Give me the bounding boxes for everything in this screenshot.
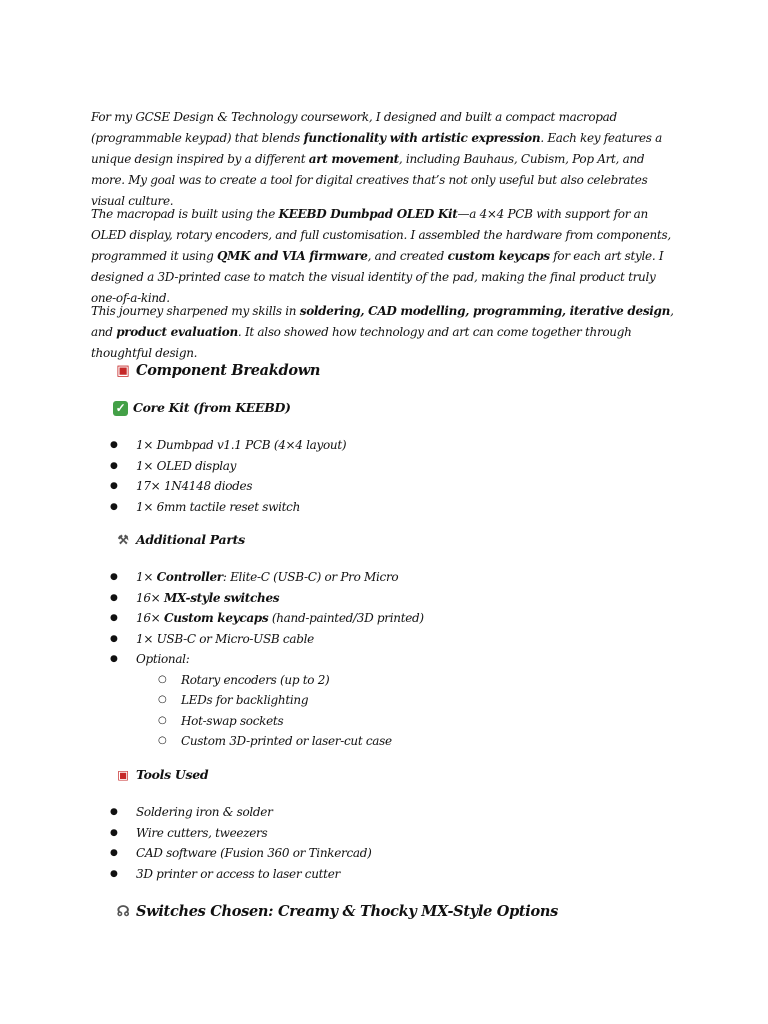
toolbox-icon: ▣ [116, 362, 130, 379]
list-item: ● 1× USB-C or Micro-USB cable [110, 629, 424, 650]
list-item: ● 1× Controller: Elite-C (USB-C) or Pro Micro [110, 567, 424, 588]
list-item: ● Optional: ○ Rotary encoders (up to 2) ○ LEDs for backlighting ○ Hot-swap sockets ○ Custom 3D-printed or laser-cut case [110, 649, 424, 752]
heading-additional-parts: ⚒ Additional Parts [113, 532, 245, 547]
list-item: ● Wire cutters, tweezers [110, 823, 372, 844]
sublist-item: ○ LEDs for backlighting [136, 690, 424, 711]
sublist-item: ○ Hot-swap sockets [136, 711, 424, 732]
intro-paragraph-3: This journey sharpened my skills in soldering, CAD modelling, programming, iterative design, and product evaluation. It also showed how technology and art can come together through thoughtful design. [91, 304, 674, 360]
list-item: ● CAD software (Fusion 360 or Tinkercad) [110, 843, 372, 864]
list-item: ● 1× OLED display [110, 456, 346, 477]
tools-icon: ⚒ [117, 532, 129, 547]
tools-used-list [110, 802, 372, 884]
toolbox-icon: ▣ [117, 767, 129, 782]
list-item: ● Soldering iron & solder [110, 802, 372, 823]
additional-parts-list [110, 567, 424, 752]
intro-paragraph-1: For my GCSE Design & Technology coursework, I designed and built a compact macropad (programmable keypad) that blends functionality with artistic expression. Each key features a unique design inspired by a different art movement, including Bauhaus, Cubism, Pop Art, and more. My goal was to create a tool for digital creatives that’s not only useful but also celebrates visual culture. [91, 110, 662, 208]
optional-sublist [136, 670, 424, 752]
heading-core-kit: ✓ Core Kit (from KEEBD) [113, 400, 291, 416]
heading-switches-chosen: ☊ Switches Chosen: Creamy & Thocky MX-Style Options [113, 903, 558, 920]
list-item: ● 16× Custom keycaps (hand-painted/3D printed) [110, 608, 424, 629]
list-item: ● 1× Dumbpad v1.1 PCB (4×4 layout) [110, 435, 346, 456]
sublist-item: ○ Rotary encoders (up to 2) [136, 670, 424, 691]
list-item: ● 16× MX-style switches [110, 588, 424, 609]
heading-tools-used: ▣ Tools Used [113, 767, 208, 782]
headphones-icon: ☊ [116, 903, 130, 920]
list-item: ● 1× 6mm tactile reset switch [110, 497, 346, 518]
sublist-item: ○ Custom 3D-printed or laser-cut case [136, 731, 424, 752]
heading-component-breakdown: ▣ Component Breakdown [113, 362, 320, 379]
list-item: ● 3D printer or access to laser cutter [110, 864, 372, 885]
core-kit-list [110, 435, 346, 517]
check-icon: ✓ [113, 401, 128, 416]
intro-paragraph-2: The macropad is built using the KEEBD Dumbpad OLED Kit—a 4×4 PCB with support for an OLED display, rotary encoders, and full customisation. I assembled the hardware from components, programmed it using QMK and VIA firmware, and created custom keycaps for each art style. I designed a 3D-printed case to match the visual identity of the pad, making the final product truly one-of-a-kind. [91, 207, 671, 305]
list-item: ● 17× 1N4148 diodes [110, 476, 346, 497]
